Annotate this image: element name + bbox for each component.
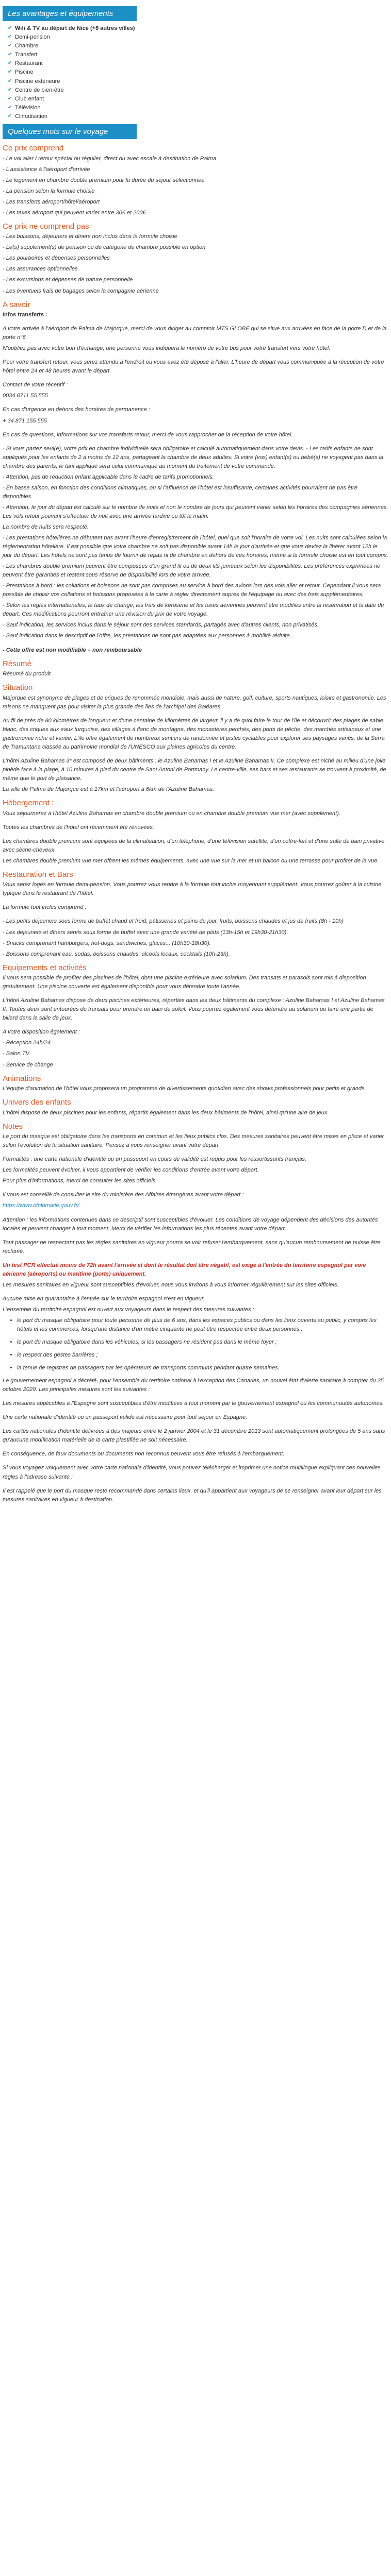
paragraph: Toutes les chambres de l'hôtel ont récemment été rénovées. bbox=[3, 824, 154, 831]
check-icon: ✔ bbox=[8, 25, 12, 31]
paragraph: L'hôtel Azuline Bahamas dispose de deux piscines extérieures, réparties dans les deux bâtiments du complexe : Azuline Bahamas I et Azuline Bahamas II. Toutes deux sont entourées de transats pour prendre un bain de soleil. Vous pourrez également vous détendre au solarium ou faire une partie de billard dans la salle de jeux. bbox=[3, 997, 385, 1022]
paragraph: La nombre de nuits sera respecté. bbox=[3, 523, 89, 530]
paragraph: Résumé du produit bbox=[3, 671, 51, 677]
paragraph: Attention : les informations contenues dans ce descriptif sont susceptibles d'évoluer. Les conditions de voyage dépendent des décisions des autorités locales et peuvent changer à tout moment. Merci de vérifier les informations les plus récentes avant votre départ. bbox=[3, 1216, 378, 1232]
paragraph: Les mesures applicables à l'Espagne sont susceptibles d'être modifiées à tout moment par le gouvernement espagnol ou les communautés autonomes. bbox=[3, 1400, 384, 1407]
paragraph: En cas d'urgence en dehors des horaires de permanence : bbox=[3, 406, 150, 413]
paragraph: Il vous est conseillé de consulter le site du ministère des Affaires étrangères avant votre départ : bbox=[3, 1192, 244, 1198]
prix-ne-comprend-line: - Les boissons, déjeuners et diners non inclus dans la formule choisie bbox=[3, 233, 177, 240]
paragraph: Pour votre transfert retour, vous serez attendu à l'endroit où vous avez été déposé à l'aller. L'heure de départ vous communiquée à la réception de votre hôtel entre 24 et 48 heures avant le départ. bbox=[3, 359, 384, 375]
prix-comprend-line: - La pension selon la formule choisie bbox=[3, 188, 95, 194]
paragraph: Il vous sera possible de profiter des piscines de l'hôtel, dont une piscine extérieure avec solarium. Des transats et parasols sont mis à disposition gratuitement. Une piscine couverte est également disponible pour vous détendre toute l'année. bbox=[3, 975, 366, 990]
list-item: ✔ Transfert bbox=[8, 52, 38, 58]
prix-ne-comprend-title: Ce prix ne comprend pas bbox=[3, 222, 89, 231]
paragraph: Au fil de près de 80 kilomètres de longueur et d'une centaine de kilomètres de largeur, il y a de quoi faire le tour de l'île et découvrir des plages de sable blanc, des criques aux eaux turquoise, des villages à flanc de montagne, des monastères perchés, des ports de pêche, des marchés artisanaux et une gastronomie riche et variée. L'île offre également de nombreux sentiers de randonnée et pistes cyclables pour explorer ses paysages variés, de la Serra de Tramuntana classée au patrimoine mondial de l'UNESCO aux plaines agricoles du centre. bbox=[3, 717, 385, 750]
paragraph: - Les déjeuners et dîners servis sous forme de buffet avec une grande variété de plats (13h-15h et 19h30-21h30). bbox=[3, 929, 288, 936]
non-remboursable-note: - Cette offre est non modifiable – non remboursable bbox=[3, 647, 142, 653]
list-item: • la tenue de registres de passagers par les opérateurs de transports communs pendant quatre semaines. bbox=[17, 1364, 388, 1372]
paragraph: Vous serez logés en formule demi-pension. Vous pourrez vous rendre à la formule tout inclus moyennant supplément. Vous pourrez goûter à la cuisine typique dans le restaurant de l'hôtel. bbox=[3, 882, 382, 897]
notes-title: Notes bbox=[3, 1122, 23, 1131]
univers-enfants-title: Univers des enfants bbox=[3, 1098, 71, 1107]
check-icon: ✔ bbox=[8, 69, 12, 75]
restauration-title: Restauration et Bars bbox=[3, 870, 73, 879]
paragraph: La formule tout inclus comprend : bbox=[3, 904, 87, 911]
prix-comprend-line: - Le logement en chambre double premium pour la durée du séjour sélectionnée bbox=[3, 177, 205, 183]
list-item: • le port du masque obligatoire pour toute personne de plus de 6 ans, dans les espaces publics ou dans les lieux ouverts au public, y compris les hôtels et les commerces, lorsqu'une distance d'un mètre cinquante ne peut être respectée entre deux personnes ; bbox=[17, 1316, 388, 1334]
prix-comprend-title: Ce prix comprend bbox=[3, 144, 64, 153]
paragraph: Les chambres double premium vue mer offrent les mêmes équipements, avec une vue sur la mer et un balcon ou une terrasse pour profiter de la vue. bbox=[3, 857, 379, 864]
equipements-title: Equipements et activités bbox=[3, 963, 87, 972]
paragraph: Le gouvernement espagnol a décrété, pour l'ensemble du territoire national à l'exception des Canaries, un nouvel état d'alerte sanitaire à compter du 25 octobre 2020. Les principales mesures sont les suivantes : bbox=[3, 1378, 384, 1393]
prix-comprend-line: - Le vol aller / retour spécial ou régulier, direct ou avec escale à destination de Palma bbox=[3, 155, 216, 162]
prix-ne-comprend-line: - Les éventuels frais de bagages selon la compagnie aérienne bbox=[3, 287, 159, 294]
list-item: ✔ Piscine bbox=[8, 69, 34, 76]
paragraph: - Attention, pas de réduction enfant applicable dans le cadre de tarifs promotionnels. bbox=[3, 473, 214, 480]
equipements-list bbox=[3, 24, 388, 121]
animations-title: Animations bbox=[3, 1074, 41, 1083]
check-icon: ✔ bbox=[8, 43, 12, 49]
check-icon: ✔ bbox=[8, 113, 12, 119]
paragraph: - Les prestations hôtelières ne débutent pas avant l'heure d'enregistrement de l'hôtel, quel que soit l'horaire de votre vol. Les nuits sont calculées selon la réglementation hôtelière. Il est possible que votre chambre ne soit pas disponible avant 14h le jour d'arrivée et que vous deviez la libérer avant 12h le jour du départ. Les hôtels ne sont pas tenus de fournir de repas ni de chambre en dehors de ces horaires, même si la formule choisie est en tout compris. bbox=[3, 535, 388, 559]
paragraph: L'hôtel Azuline Bahamas 3* est composé de deux bâtiments : le Azuline Bahamas I et le Azuline Bahamas II. Ce complexe est niché au milieu d'une jolie pinède face à la plage, à 10 minutes à pied du centre de Sant Antoni de Portmany. Le centre-ville, ses bars et ses restaurants se trouvent à proximité, de même que le port de plaisance. bbox=[3, 757, 386, 782]
paragraph: - Réception 24h/24 bbox=[3, 1040, 51, 1046]
paragraph: - En basse saison, en fonction des conditions climatiques, ou si l'affluence de l'hôtel est insuffisante, certaines activités pourraient ne pas être disponibles. bbox=[3, 484, 357, 500]
list-item: • le port du masque obligatoire dans les véhicules, si les passagers ne résident pas dans le même foyer ; bbox=[17, 1338, 388, 1347]
phone-number: + 34 871 155 555 bbox=[3, 417, 47, 424]
paragraph: Il est rappelé que le port du masque reste recommandé dans certains lieux, et qu'il appartient aux voyageurs de se renseigner avant leur départ sur les mesures sanitaires en vigueur à destination. bbox=[3, 1487, 382, 1503]
list-item: ✔ Restaurant bbox=[8, 60, 43, 67]
resume-title: Résumé bbox=[3, 659, 31, 668]
phone-number: 0034 8711 55 555 bbox=[3, 393, 48, 399]
paragraph: Les mesures sanitaires en vigueur sont susceptibles d'évoluer, nous vous invitons à vous informer régulièrement sur les sites officiels. bbox=[3, 1281, 339, 1288]
equipements-section-title: Les avantages et équipements bbox=[3, 6, 137, 21]
paragraph: Aucune mise en quarantaine à l'entrée sur le territoire espagnol n'est en vigueur. bbox=[3, 1295, 205, 1302]
list-item: ✔ Centre de bien-être bbox=[8, 87, 64, 93]
prix-ne-comprend-line: - Les excursions et dépenses de nature personnelle bbox=[3, 277, 133, 283]
diplomatie-link[interactable]: https://www.diplomatie.gouv.fr/ bbox=[3, 1202, 79, 1209]
paragraph: A votre disposition également : bbox=[3, 1029, 80, 1036]
paragraph: - Les petits déjeuners sous forme de buffet chaud et froid, pâtisseries et pains du jour, fruits, boissons chaudes et jus de fruits (8h - 10h) bbox=[3, 918, 344, 925]
list-item: ✔ Télévision bbox=[8, 104, 41, 111]
paragraph: Les cartes nationales d'identité délivrées à des majeurs entre le 2 janvier 2004 et le 31 décembre 2013 sont automatiquement prolongées de 5 ans sans qu'aucune modification matérielle de la carte plastifiée ne soit nécessaire. bbox=[3, 1428, 385, 1444]
paragraph: - Salon TV bbox=[3, 1050, 29, 1057]
prix-comprend-line: - L'assistance à l'aéroport d'arrivée bbox=[3, 166, 90, 173]
list-item: ✔ Piscine extérieure bbox=[8, 78, 60, 84]
list-item: • le respect des gestes barrières ; bbox=[17, 1351, 388, 1360]
paragraph: L'équipe d'animation de l'hôtel vous proposera un programme de divertissements quotidien avec des shows professionnels pour petits et grands. bbox=[3, 1086, 366, 1092]
paragraph: - Service de change bbox=[3, 1061, 53, 1068]
list-item: ✔ Climatisation bbox=[8, 113, 47, 120]
paragraph: Le port du masque est obligatoire dans les transports en commun et les lieux publics clos. Des mesures sanitaires peuvent être mises en place et varier selon l'évolution de la situation sanitaire. Pensez à vous renseigner avant votre départ. bbox=[3, 1133, 384, 1149]
hebergement-title: Hébergement : bbox=[3, 799, 54, 808]
paragraph: - Selon les règles internationales, le taux de change, les frais de kérosène et les taxes aériennes peuvent être modifiés entre la réservation et la date du départ. Ces modifications pourront entraîner une révision du prix de votre voyage. bbox=[3, 602, 384, 618]
check-icon: ✔ bbox=[8, 60, 12, 66]
paragraph: Pour plus d'informations, merci de consulter les sites officiels. bbox=[3, 1178, 157, 1184]
paragraph: - Attention, le jour du départ est calculé sur le nombre de nuits et non le nombre de jours qui peuvent varier selon les horaires des compagnies aériennes. Les vols retour pouvant s'effectuer de nuit avec une arrivée tardive ou tôt le matin. bbox=[3, 504, 388, 519]
a-savoir-subtitle: Infos transferts : bbox=[3, 312, 47, 318]
check-icon: ✔ bbox=[8, 34, 12, 40]
check-icon: ✔ bbox=[8, 78, 12, 84]
paragraph: Les formalités peuvent évoluer, il vous appartient de vérifier les conditions d'entrée avant votre départ. bbox=[3, 1167, 259, 1174]
paragraph: Formalités : une carte nationale d'identité ou un passeport en cours de validité est requis pour les ressortissants français. bbox=[3, 1156, 307, 1163]
prix-ne-comprend-line: - Les pourboires et dépenses personnelles bbox=[3, 255, 110, 262]
paragraph: En cas de questions, informations sur vos transferts retour, merci de vous rapprocher de la réception de votre hôtel. bbox=[3, 431, 293, 438]
prix-ne-comprend-line: - Les assurances optionnelles bbox=[3, 266, 78, 273]
paragraph: L'hôtel dispose de deux piscines pour les enfants, répartis également dans les deux bâtiments de l'hôtel, ainsi qu'une aire de jeux. bbox=[3, 1109, 329, 1116]
paragraph: Vous séjournerez à l'hôtel Azuline Bahamas en chambre double premium ou en chambre double premium vue mer (avec supplément). bbox=[3, 810, 340, 817]
paragraph: - Sauf indication, les services inclus dans le séjour sont des services standards, partagés avec d'autres clients, non privatisés. bbox=[3, 622, 319, 629]
check-icon: ✔ bbox=[8, 52, 12, 58]
prix-comprend-line: - Les taxes aéroport qui peuvent varier entre 30€ et 200€ bbox=[3, 209, 146, 216]
pcr-warning: Un test PCR effectué moins de 72h avant l'arrivée et dont le résultat doit être négatif, est exigé à l'entrée du territoire espagnol par voie aérienne (aéroports) ou maritime (ports) uniquement. bbox=[3, 1262, 366, 1277]
situation-title: Situation bbox=[3, 683, 33, 692]
check-icon: ✔ bbox=[8, 95, 12, 101]
paragraph: Si vous voyagez uniquement avec votre carte nationale d'identité, vous pouvez télécharger et imprimer une notice multilingue expliquant ces nouvelles règles à l'adresse suivante : bbox=[3, 1465, 381, 1480]
check-icon: ✔ bbox=[8, 104, 12, 110]
list-item: ✔ Wifi & TV au départ de Nice (+8 autres villes) bbox=[8, 25, 135, 32]
paragraph: L'ensemble du territoire espagnol est ouvert aux voyageurs dans le respect des mesures suivantes : bbox=[3, 1306, 254, 1313]
paragraph: - Sauf indication dans le descriptif de l'offre, les prestations ne sont pas adaptées aux personnes à mobilité réduite. bbox=[3, 633, 291, 639]
paragraph: Les chambres double premium sont équipées de la climatisation, d'un téléphone, d'une télévision satellite, d'un coffre-fort et d'une salle de bain privative avec sèche-cheveux. bbox=[3, 838, 385, 853]
voyage-section-title: Quelques mots sur le voyage bbox=[3, 124, 137, 139]
paragraph: Contact de votre réceptif : bbox=[3, 382, 68, 388]
paragraph: - Les chambres double premium peuvent être composées d'un grand lit ou de deux lits jumeaux selon les disponibilités. Les préférences exprimées ne peuvent être garanties et restent sous réserve de disponibilité lors de votre arrivée. bbox=[3, 563, 381, 579]
paragraph: Majorque est synonyme de plages et de criques de renommée mondiale, mais aussi de nature, golf, culture, sports nautiques, loisirs et gastronomie. Les raisons ne manquent pas pour visiter la plus grande des îles de l'archipel des Baléares. bbox=[3, 694, 386, 710]
prix-ne-comprend-line: - Le(s) supplément(s) de pension ou de catégorie de chambre possible en option bbox=[3, 244, 206, 251]
paragraph: - Prestations à bord : les collations et boissons ne sont pas comprises au service à bord des avions lors des vols aller et retour. Cependant il vous sera possible de choisir vos collations et boissons proposées à la carte à régler directement auprès de l'équipage ou avec des frais supplémentaires. bbox=[3, 583, 381, 598]
a-savoir-title: A savoir bbox=[3, 300, 30, 309]
list-item: ✔ Demi-pension bbox=[8, 34, 50, 41]
paragraph: La ville de Palma de Majorque est à 17km et l'aéroport à 6km de l'Azuline Bahamas. bbox=[3, 786, 215, 793]
paragraph: - Boissons comprenant eau, sodas, boissons chaudes, alcools locaux, cocktails (10h-23h). bbox=[3, 951, 230, 957]
paragraph: N'oubliez pas avec votre bon d'échange, une personne vous indiquera le numéro de votre bus pour votre transfert vers votre hôtel. bbox=[3, 345, 331, 352]
paragraph: Tout passager ne respectant pas les règles sanitaires en vigueur pourra se voir refuser l'embarquement, sans qu'aucun remboursement ne puisse être réclamé. bbox=[3, 1239, 381, 1255]
list-item: ✔ Club enfant bbox=[8, 95, 44, 102]
list-item: ✔ Chambre bbox=[8, 43, 39, 49]
paragraph: - Snacks comprenant hamburgers, hot-dogs, sandwiches, glaces... (10h30-18h30). bbox=[3, 940, 211, 946]
paragraph: Une carte nationale d'identité ou un passeport valide est nécessaire pour tout séjour en Espagne. bbox=[3, 1414, 248, 1421]
prix-comprend-line: - Les transferts aéroport/hôtel/aéroport bbox=[3, 198, 100, 205]
check-icon: ✔ bbox=[8, 87, 12, 93]
paragraph: A votre arrivée à l'aéroport de Palma de Majorque, merci de vous diriger au comptoir MTS GLOBE qui se situe aux arrivées en face de la porte D et de la porte n°6 bbox=[3, 326, 387, 341]
paragraph: - Si vous partez seul(e), votre prix en chambre individuelle sera obligatoire et calculé automatiquement dans votre devis. - Les tarifs enfants ne sont appliqués pour les enfants de 2 à moins de 12 ans, partageant la chambre de deux adultes. Si votre (vos) enfant(s) ou bébé(s) ne voyagent pas dans la chambre des parents, le tarif appliqué sera celui communiqué au moment du traitement de votre commande. bbox=[3, 445, 384, 469]
paragraph: En conséquence, de faux documents ou documents non reconnus peuvent vous être refusés à l'embarquement. bbox=[3, 1451, 285, 1458]
sanitary-measures-list bbox=[3, 1316, 388, 1372]
